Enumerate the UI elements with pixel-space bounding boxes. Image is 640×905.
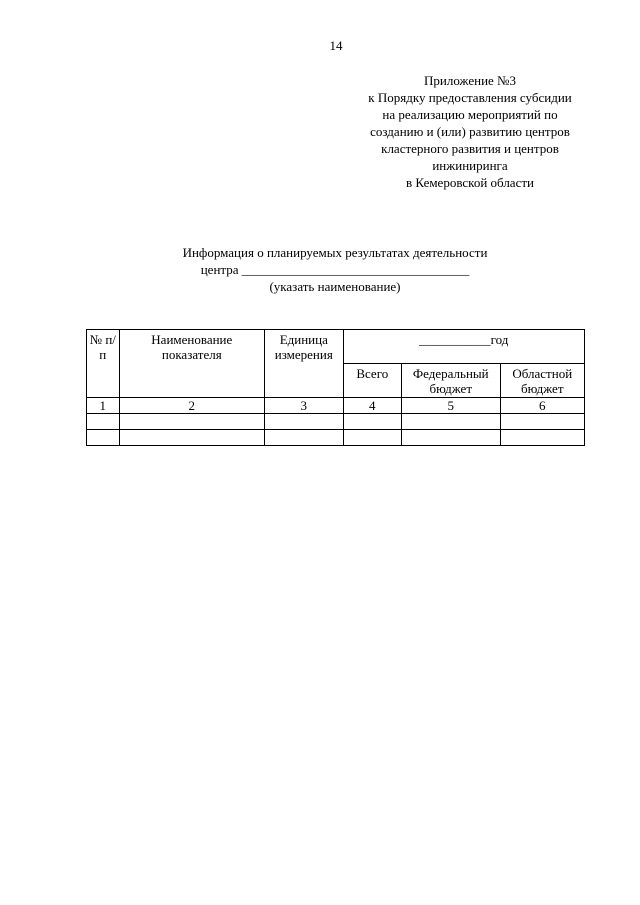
header-year: ___________год: [343, 330, 584, 364]
column-number: 5: [401, 398, 500, 414]
empty-cell: [500, 414, 585, 430]
page-number: 14: [329, 38, 343, 53]
empty-cell: [500, 430, 585, 446]
header-no: № п/п: [87, 330, 120, 398]
center-name-hint: (указать наименование): [269, 279, 401, 294]
empty-cell: [343, 430, 401, 446]
appendix-line: на реализацию мероприятий по: [382, 107, 558, 122]
appendix-line: созданию и (или) развитию центров: [370, 124, 570, 139]
column-number-row: [87, 398, 585, 414]
appendix-line: к Порядку предоставления субсидии: [368, 90, 572, 105]
info-block: [120, 244, 550, 295]
empty-cell: [87, 430, 120, 446]
column-number: 1: [87, 398, 120, 414]
empty-cell: [119, 414, 264, 430]
appendix-heading: [320, 72, 620, 191]
column-number: 2: [119, 398, 264, 414]
empty-cell: [87, 414, 120, 430]
empty-cell: [264, 414, 343, 430]
header-indicator-name: Наименование показателя: [119, 330, 264, 398]
empty-cell: [401, 430, 500, 446]
header-total: Всего: [343, 364, 401, 398]
header-federal-budget: Федеральный бюджет: [401, 364, 500, 398]
appendix-line: кластерного развития и центров: [381, 141, 559, 156]
table-row: [87, 430, 585, 446]
empty-cell: [343, 414, 401, 430]
column-number: 4: [343, 398, 401, 414]
info-title: Информация о планируемых результатах деятельности: [182, 245, 488, 260]
table-header-row: [87, 330, 585, 364]
column-number: 3: [264, 398, 343, 414]
empty-cell: [401, 414, 500, 430]
empty-cell: [119, 430, 264, 446]
column-number: 6: [500, 398, 585, 414]
appendix-line: в Кемеровской области: [406, 175, 534, 190]
header-unit: Единица измерения: [264, 330, 343, 398]
appendix-line: инжиниринга: [432, 158, 508, 173]
appendix-line: Приложение №3: [424, 73, 516, 88]
header-regional-budget: Областной бюджет: [500, 364, 585, 398]
center-name-line: центра ___________________________________: [200, 262, 470, 277]
table-row: [87, 414, 585, 430]
results-table: [86, 329, 585, 446]
empty-cell: [264, 430, 343, 446]
